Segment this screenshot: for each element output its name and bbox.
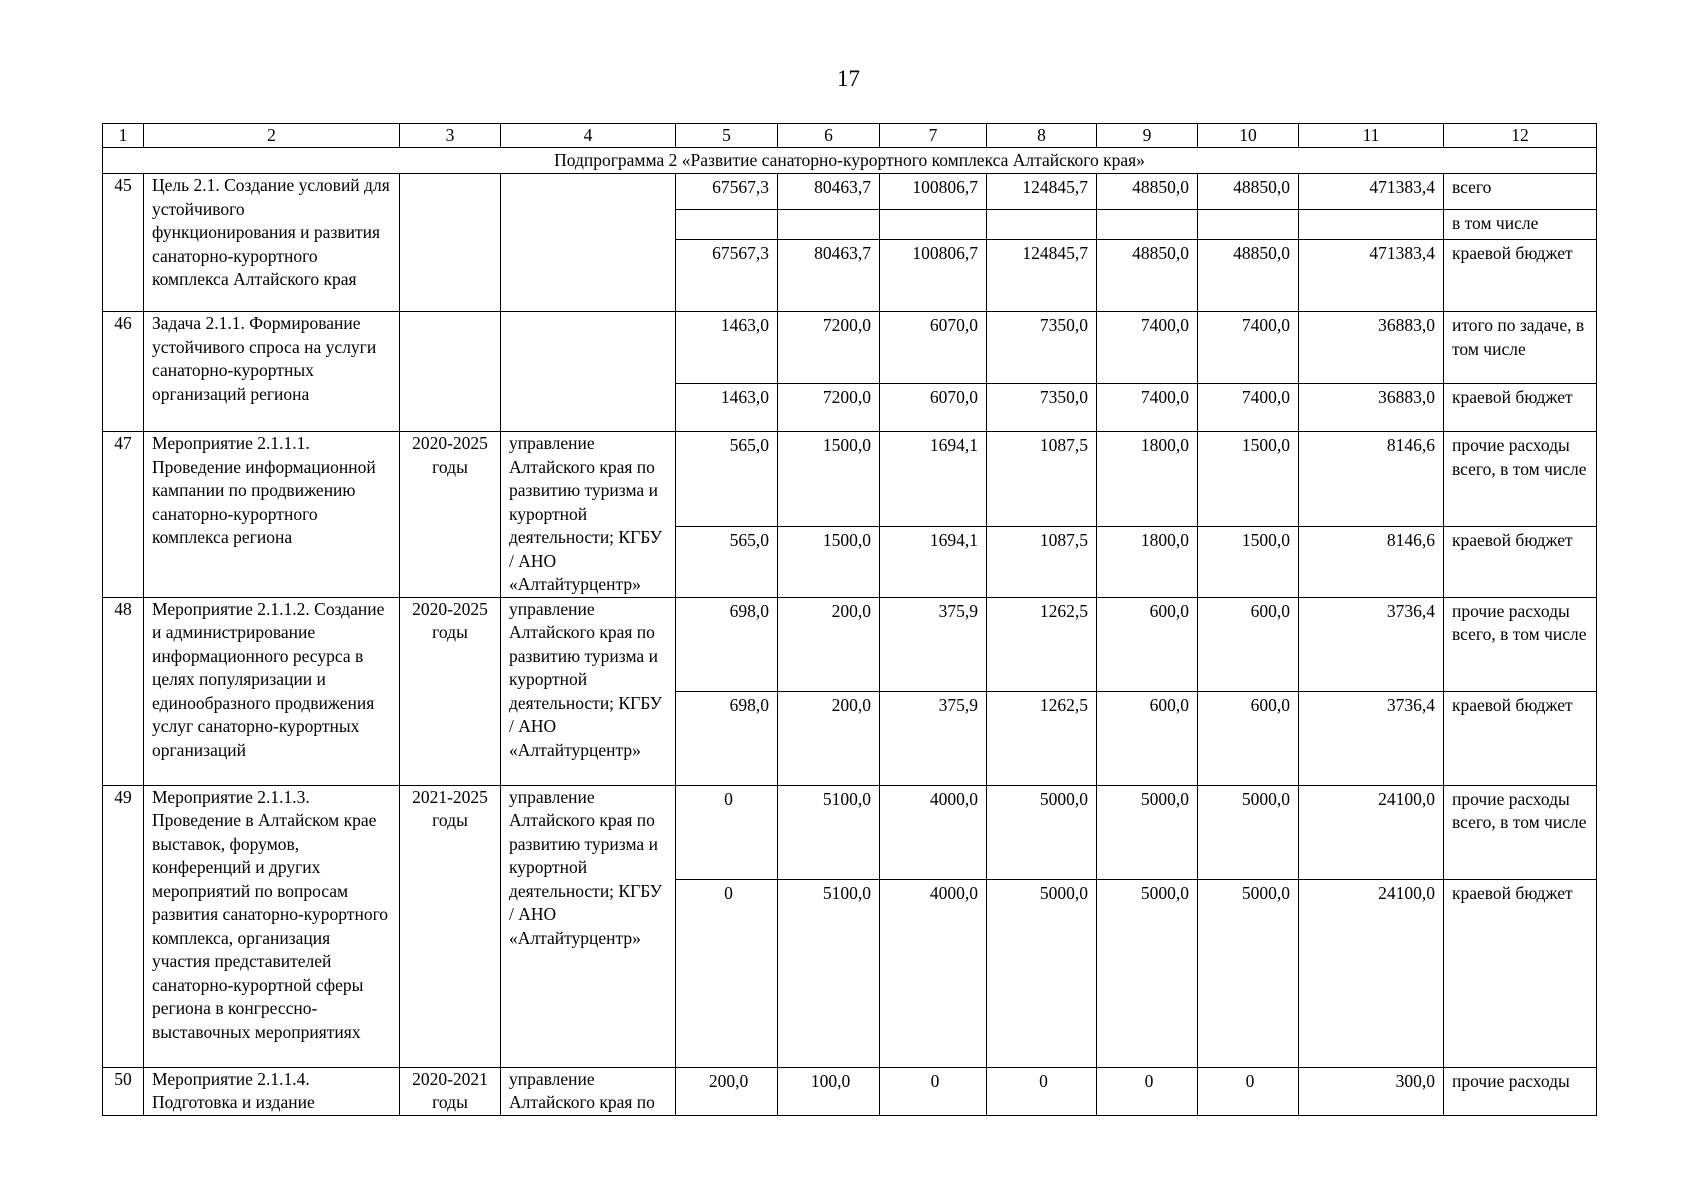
- value-cell: 24100,0: [1299, 785, 1444, 879]
- executor: управление Алтайского края по: [501, 1067, 676, 1115]
- funding-source: итого по задаче, в том числе: [1444, 312, 1597, 384]
- value-cell: 1463,0: [676, 312, 778, 384]
- value-cell: 0: [1198, 1067, 1299, 1115]
- period: 2021-2025 годы: [400, 785, 501, 1067]
- value-cell: 3736,4: [1299, 597, 1444, 691]
- value-cell: 5000,0: [1198, 879, 1299, 1067]
- value-cell: 7350,0: [987, 312, 1097, 384]
- value-cell: 48850,0: [1097, 240, 1198, 312]
- value-cell: 375,9: [880, 691, 987, 785]
- value-cell: 0: [1097, 1067, 1198, 1115]
- value-cell: 1087,5: [987, 526, 1097, 597]
- funding-source: прочие расходы: [1444, 1067, 1597, 1115]
- column-number: 11: [1299, 124, 1444, 148]
- value-cell: 1694,1: [880, 432, 987, 527]
- value-cell: 8146,6: [1299, 526, 1444, 597]
- value-cell: 8146,6: [1299, 432, 1444, 527]
- value-cell: 1500,0: [1198, 432, 1299, 527]
- value-cell: 0: [676, 785, 778, 879]
- activity-name: Мероприятие 2.1.1.1. Проведение информационной кампании по продвижению санаторно-курортного комплекса региона: [144, 432, 400, 598]
- activity-name: Мероприятие 2.1.1.4. Подготовка и издание: [144, 1067, 400, 1115]
- funding-source: прочие расходы всего, в том числе: [1444, 785, 1597, 879]
- executor: [501, 174, 676, 312]
- value-cell: 80463,7: [778, 240, 880, 312]
- value-cell: [1198, 210, 1299, 240]
- subprogram-title: Подпрограмма 2 «Развитие санаторно-курортного комплекса Алтайского края»: [103, 148, 1597, 174]
- value-cell: 48850,0: [1097, 174, 1198, 210]
- activity-name: Задача 2.1.1. Формирование устойчивого спроса на услуги санаторно-курортных организаций региона: [144, 312, 400, 432]
- value-cell: 36883,0: [1299, 384, 1444, 432]
- value-cell: 5000,0: [1097, 879, 1198, 1067]
- value-cell: 67567,3: [676, 174, 778, 210]
- executor: управление Алтайского края по развитию туризма и курортной деятельности; КГБУ / АНО «Алтайтурцентр»: [501, 785, 676, 1067]
- period: 2020-2021 годы: [400, 1067, 501, 1115]
- column-number: 2: [144, 124, 400, 148]
- value-cell: 300,0: [1299, 1067, 1444, 1115]
- value-cell: 7350,0: [987, 384, 1097, 432]
- value-cell: 1500,0: [778, 432, 880, 527]
- row-number: 49: [103, 785, 144, 1067]
- row-number: 45: [103, 174, 144, 312]
- row-number: 50: [103, 1067, 144, 1115]
- column-number: 9: [1097, 124, 1198, 148]
- activity-name: Мероприятие 2.1.1.3. Проведение в Алтайском крае выставок, форумов, конференций и других мероприятий по вопросам развития санаторно-курортного комплекса, организация участия представителей санаторно-курортной сферы региона в конгрессно-выставочных мероприятиях: [144, 785, 400, 1067]
- value-cell: 7400,0: [1097, 384, 1198, 432]
- value-cell: 124845,7: [987, 174, 1097, 210]
- table-row: [103, 312, 1597, 384]
- executor: управление Алтайского края по развитию туризма и курортной деятельности; КГБУ / АНО «Алтайтурцентр»: [501, 432, 676, 598]
- value-cell: [1299, 210, 1444, 240]
- value-cell: 200,0: [676, 1067, 778, 1115]
- value-cell: 7400,0: [1198, 312, 1299, 384]
- value-cell: 200,0: [778, 691, 880, 785]
- value-cell: 698,0: [676, 691, 778, 785]
- value-cell: 6070,0: [880, 384, 987, 432]
- value-cell: 7400,0: [1198, 384, 1299, 432]
- value-cell: 100,0: [778, 1067, 880, 1115]
- value-cell: 1500,0: [778, 526, 880, 597]
- period: 2020-2025 годы: [400, 432, 501, 598]
- value-cell: 7200,0: [778, 312, 880, 384]
- value-cell: 1463,0: [676, 384, 778, 432]
- value-cell: 4000,0: [880, 879, 987, 1067]
- value-cell: 600,0: [1097, 597, 1198, 691]
- row-number: 48: [103, 597, 144, 785]
- table-row: [103, 432, 1597, 527]
- period: 2020-2025 годы: [400, 597, 501, 785]
- value-cell: 5000,0: [1097, 785, 1198, 879]
- funding-source: в том числе: [1444, 210, 1597, 240]
- value-cell: 6070,0: [880, 312, 987, 384]
- table-row: [103, 597, 1597, 691]
- executor: управление Алтайского края по развитию туризма и курортной деятельности; КГБУ / АНО «Алтайтурцентр»: [501, 597, 676, 785]
- value-cell: 5000,0: [987, 879, 1097, 1067]
- period: [400, 174, 501, 312]
- value-cell: [880, 210, 987, 240]
- column-number: 5: [676, 124, 778, 148]
- value-cell: 1087,5: [987, 432, 1097, 527]
- value-cell: [987, 210, 1097, 240]
- period: [400, 312, 501, 432]
- value-cell: 565,0: [676, 526, 778, 597]
- value-cell: 698,0: [676, 597, 778, 691]
- value-cell: [676, 210, 778, 240]
- column-number: 12: [1444, 124, 1597, 148]
- executor: [501, 312, 676, 432]
- column-number: 8: [987, 124, 1097, 148]
- value-cell: 4000,0: [880, 785, 987, 879]
- value-cell: 1694,1: [880, 526, 987, 597]
- activity-name: Цель 2.1. Создание условий для устойчивого функционирования и развития санаторно-курортного комплекса Алтайского края: [144, 174, 400, 312]
- column-number: 10: [1198, 124, 1299, 148]
- value-cell: 375,9: [880, 597, 987, 691]
- value-cell: 124845,7: [987, 240, 1097, 312]
- funding-source: прочие расходы всего, в том числе: [1444, 597, 1597, 691]
- subprogram-row: [103, 148, 1597, 174]
- value-cell: 48850,0: [1198, 174, 1299, 210]
- value-cell: 48850,0: [1198, 240, 1299, 312]
- value-cell: 36883,0: [1299, 312, 1444, 384]
- value-cell: 471383,4: [1299, 174, 1444, 210]
- value-cell: 471383,4: [1299, 240, 1444, 312]
- column-number: 3: [400, 124, 501, 148]
- value-cell: 0: [676, 879, 778, 1067]
- funding-source: краевой бюджет: [1444, 240, 1597, 312]
- value-cell: 1262,5: [987, 597, 1097, 691]
- value-cell: 0: [880, 1067, 987, 1115]
- value-cell: 1262,5: [987, 691, 1097, 785]
- table-row: [103, 1067, 1597, 1115]
- value-cell: 1800,0: [1097, 432, 1198, 527]
- column-number-row: [103, 124, 1597, 148]
- value-cell: 600,0: [1097, 691, 1198, 785]
- value-cell: 5100,0: [778, 785, 880, 879]
- table-row: [103, 174, 1597, 210]
- financing-table: [102, 123, 1597, 1116]
- funding-source: краевой бюджет: [1444, 691, 1597, 785]
- value-cell: 200,0: [778, 597, 880, 691]
- column-number: 4: [501, 124, 676, 148]
- column-number: 7: [880, 124, 987, 148]
- funding-source: прочие расходы всего, в том числе: [1444, 432, 1597, 527]
- value-cell: 67567,3: [676, 240, 778, 312]
- funding-source: краевой бюджет: [1444, 879, 1597, 1067]
- value-cell: 5000,0: [987, 785, 1097, 879]
- value-cell: 5000,0: [1198, 785, 1299, 879]
- value-cell: 1500,0: [1198, 526, 1299, 597]
- funding-source: краевой бюджет: [1444, 384, 1597, 432]
- value-cell: 24100,0: [1299, 879, 1444, 1067]
- value-cell: 565,0: [676, 432, 778, 527]
- table-row: [103, 785, 1597, 879]
- row-number: 46: [103, 312, 144, 432]
- value-cell: 1800,0: [1097, 526, 1198, 597]
- value-cell: 100806,7: [880, 174, 987, 210]
- funding-source: всего: [1444, 174, 1597, 210]
- funding-source: краевой бюджет: [1444, 526, 1597, 597]
- value-cell: 600,0: [1198, 597, 1299, 691]
- activity-name: Мероприятие 2.1.1.2. Создание и администрирование информационного ресурса в целях популяризации и единообразного продвижения услуг санаторно-курортных организаций: [144, 597, 400, 785]
- value-cell: 600,0: [1198, 691, 1299, 785]
- column-number: 1: [103, 124, 144, 148]
- value-cell: [778, 210, 880, 240]
- page-number: 17: [837, 66, 860, 91]
- row-number: 47: [103, 432, 144, 598]
- value-cell: 0: [987, 1067, 1097, 1115]
- value-cell: 3736,4: [1299, 691, 1444, 785]
- value-cell: 100806,7: [880, 240, 987, 312]
- value-cell: [1097, 210, 1198, 240]
- value-cell: 5100,0: [778, 879, 880, 1067]
- value-cell: 80463,7: [778, 174, 880, 210]
- column-number: 6: [778, 124, 880, 148]
- value-cell: 7400,0: [1097, 312, 1198, 384]
- value-cell: 7200,0: [778, 384, 880, 432]
